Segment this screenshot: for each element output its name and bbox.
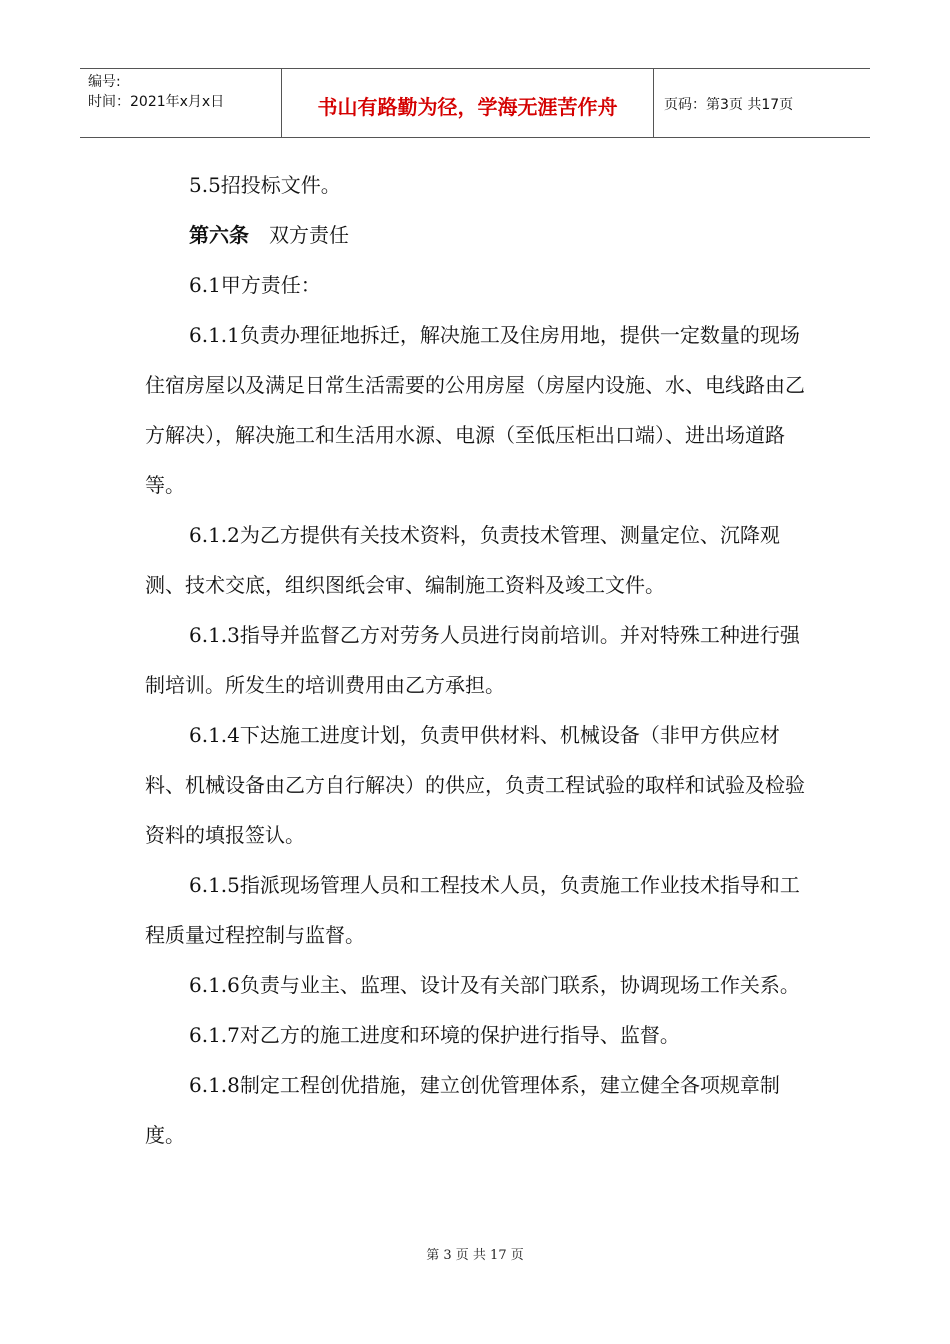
document-body (145, 160, 815, 1160)
paragraph-6-1-4: 6.1.4下达施工进度计划，负责甲供材料、机械设备（非甲方供应材料、机械设备由乙方自行解决）的供应，负责工程试验的取样和试验及检验资料的填报签认。 (145, 723, 805, 847)
paragraph-6-1-1: 6.1.1负责办理征地拆迁，解决施工及住房用地，提供一定数量的现场住宿房屋以及满足日常生活需要的公用房屋（房屋内设施、水、电线路由乙方解决），解决施工和生活用水源、电源（至低压柜出口端）、进出场道路等。 (145, 323, 805, 497)
paragraph-6-1-3: 6.1.3指导并监督乙方对劳务人员进行岗前培训。并对特殊工种进行强制培训。所发生的培训费用由乙方承担。 (145, 623, 800, 697)
article-title: 双方责任 (269, 223, 349, 247)
paragraph-6-1-8: 6.1.8制定工程创优措施，建立创优管理体系，建立健全各项规章制度。 (145, 1073, 780, 1147)
paragraph-6-1-7: 6.1.7对乙方的施工进度和环境的保护进行指导、监督。 (189, 1023, 680, 1047)
header-page-info: 页码：第3页 共17页 (664, 97, 794, 113)
paragraph-6-1: 6.1甲方责任： (189, 273, 321, 297)
page-footer: 第 3 页 共 17 页 (426, 1248, 524, 1263)
document-number-label: 编号: (88, 74, 121, 90)
header-meta (80, 69, 282, 137)
article-six-heading (145, 210, 815, 260)
document-date: 时间：2021年x月x日 (88, 94, 225, 110)
page-header (80, 68, 870, 138)
paragraph-6-1-6: 6.1.6负责与业主、监理、设计及有关部门联系，协调现场工作关系。 (189, 973, 800, 997)
article-number: 第六条 (189, 223, 249, 247)
paragraph-6-1-2: 6.1.2为乙方提供有关技术资料，负责技术管理、测量定位、沉降观测、技术交底，组织图纸会审、编制施工资料及竣工文件。 (145, 523, 780, 597)
paragraph-5-5: 5.5招投标文件。 (189, 173, 341, 197)
header-motto: 书山有路勤为径，学海无涯苦作舟 (282, 69, 654, 137)
paragraph-6-1-5: 6.1.5指派现场管理人员和工程技术人员，负责施工作业技术指导和工程质量过程控制与监督。 (145, 873, 800, 947)
